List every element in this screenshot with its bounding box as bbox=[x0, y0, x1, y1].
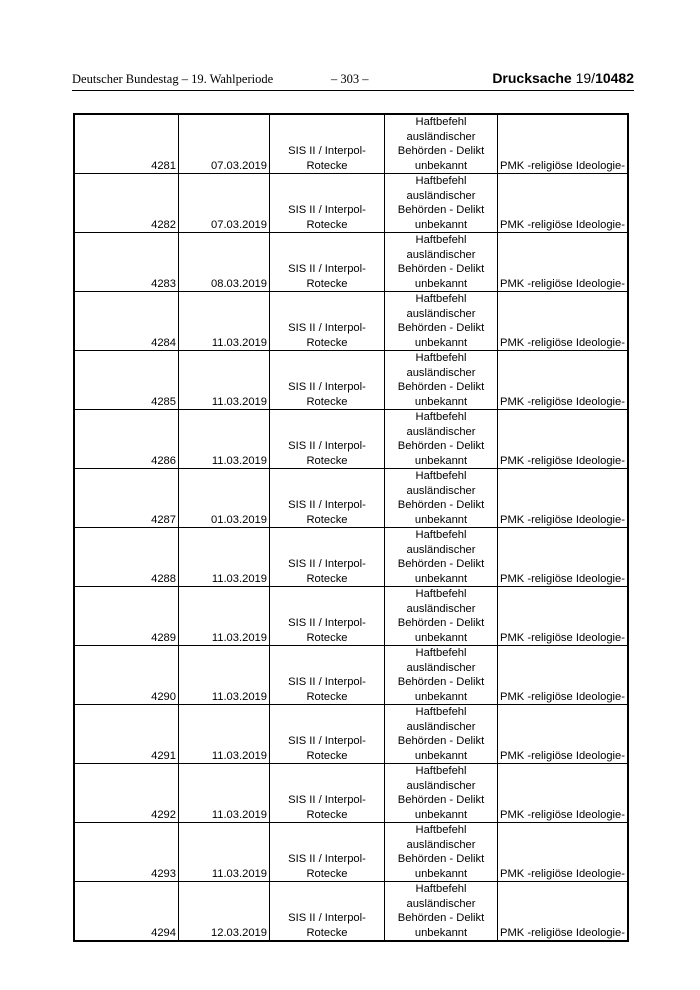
source-cell: SIS II / Interpol- Rotecke bbox=[270, 410, 385, 469]
category-cell: PMK -religiöse Ideologie- bbox=[498, 823, 629, 882]
reason-cell: Haftbefehl ausländischer Behörden - Delikt unbekannt bbox=[385, 114, 498, 174]
table-row bbox=[74, 174, 628, 233]
category-cell: PMK -religiöse Ideologie- bbox=[498, 351, 629, 410]
category-cell: PMK -religiöse Ideologie- bbox=[498, 587, 629, 646]
record-id-cell: 4290 bbox=[74, 646, 179, 705]
table-body bbox=[74, 114, 628, 941]
record-id-cell: 4289 bbox=[74, 587, 179, 646]
parliament-title: Deutscher Bundestag – 19. Wahlperiode bbox=[72, 72, 274, 86]
record-id-cell: 4294 bbox=[74, 882, 179, 942]
reason-cell: Haftbefehl ausländischer Behörden - Delikt unbekannt bbox=[385, 410, 498, 469]
reason-cell: Haftbefehl ausländischer Behörden - Delikt unbekannt bbox=[385, 587, 498, 646]
record-id-cell: 4293 bbox=[74, 823, 179, 882]
table-row bbox=[74, 469, 628, 528]
category-cell: PMK -religiöse Ideologie- bbox=[498, 233, 629, 292]
source-cell: SIS II / Interpol- Rotecke bbox=[270, 351, 385, 410]
reason-cell: Haftbefehl ausländischer Behörden - Delikt unbekannt bbox=[385, 764, 498, 823]
source-cell: SIS II / Interpol- Rotecke bbox=[270, 469, 385, 528]
document-number-period: 19/ bbox=[575, 70, 596, 86]
source-cell: SIS II / Interpol- Rotecke bbox=[270, 823, 385, 882]
record-id-cell: 4283 bbox=[74, 233, 179, 292]
date-cell: 11.03.2019 bbox=[179, 646, 270, 705]
date-cell: 01.03.2019 bbox=[179, 469, 270, 528]
reason-cell: Haftbefehl ausländischer Behörden - Delikt unbekannt bbox=[385, 174, 498, 233]
table-row bbox=[74, 528, 628, 587]
table-row bbox=[74, 823, 628, 882]
document-number bbox=[492, 70, 634, 86]
table-row bbox=[74, 646, 628, 705]
date-cell: 11.03.2019 bbox=[179, 351, 270, 410]
source-cell: SIS II / Interpol- Rotecke bbox=[270, 292, 385, 351]
date-cell: 11.03.2019 bbox=[179, 292, 270, 351]
reason-cell: Haftbefehl ausländischer Behörden - Delikt unbekannt bbox=[385, 823, 498, 882]
source-cell: SIS II / Interpol- Rotecke bbox=[270, 882, 385, 942]
category-cell: PMK -religiöse Ideologie- bbox=[498, 174, 629, 233]
reason-cell: Haftbefehl ausländischer Behörden - Delikt unbekannt bbox=[385, 292, 498, 351]
source-cell: SIS II / Interpol- Rotecke bbox=[270, 528, 385, 587]
table-row bbox=[74, 114, 628, 174]
document-number-id: 10482 bbox=[595, 70, 634, 86]
category-cell: PMK -religiöse Ideologie- bbox=[498, 705, 629, 764]
source-cell: SIS II / Interpol- Rotecke bbox=[270, 233, 385, 292]
category-cell: PMK -religiöse Ideologie- bbox=[498, 882, 629, 942]
table-row bbox=[74, 233, 628, 292]
page-header bbox=[72, 70, 634, 91]
table-row bbox=[74, 705, 628, 764]
record-id-cell: 4287 bbox=[74, 469, 179, 528]
source-cell: SIS II / Interpol- Rotecke bbox=[270, 174, 385, 233]
document-number-prefix: Drucksache bbox=[492, 70, 572, 86]
record-id-cell: 4288 bbox=[74, 528, 179, 587]
reason-cell: Haftbefehl ausländischer Behörden - Delikt unbekannt bbox=[385, 233, 498, 292]
date-cell: 11.03.2019 bbox=[179, 410, 270, 469]
date-cell: 11.03.2019 bbox=[179, 528, 270, 587]
table-row bbox=[74, 882, 628, 942]
reason-cell: Haftbefehl ausländischer Behörden - Delikt unbekannt bbox=[385, 469, 498, 528]
reason-cell: Haftbefehl ausländischer Behörden - Delikt unbekannt bbox=[385, 528, 498, 587]
category-cell: PMK -religiöse Ideologie- bbox=[498, 292, 629, 351]
record-id-cell: 4282 bbox=[74, 174, 179, 233]
date-cell: 12.03.2019 bbox=[179, 882, 270, 942]
reason-cell: Haftbefehl ausländischer Behörden - Delikt unbekannt bbox=[385, 351, 498, 410]
source-cell: SIS II / Interpol- Rotecke bbox=[270, 705, 385, 764]
source-cell: SIS II / Interpol- Rotecke bbox=[270, 587, 385, 646]
category-cell: PMK -religiöse Ideologie- bbox=[498, 646, 629, 705]
date-cell: 11.03.2019 bbox=[179, 587, 270, 646]
reason-cell: Haftbefehl ausländischer Behörden - Delikt unbekannt bbox=[385, 705, 498, 764]
reason-cell: Haftbefehl ausländischer Behörden - Delikt unbekannt bbox=[385, 646, 498, 705]
date-cell: 07.03.2019 bbox=[179, 114, 270, 174]
date-cell: 11.03.2019 bbox=[179, 705, 270, 764]
record-id-cell: 4291 bbox=[74, 705, 179, 764]
category-cell: PMK -religiöse Ideologie- bbox=[498, 528, 629, 587]
date-cell: 08.03.2019 bbox=[179, 233, 270, 292]
table-row bbox=[74, 351, 628, 410]
table-row bbox=[74, 587, 628, 646]
reason-cell: Haftbefehl ausländischer Behörden - Delikt unbekannt bbox=[385, 882, 498, 942]
record-id-cell: 4281 bbox=[74, 114, 179, 174]
category-cell: PMK -religiöse Ideologie- bbox=[498, 764, 629, 823]
date-cell: 07.03.2019 bbox=[179, 174, 270, 233]
record-id-cell: 4286 bbox=[74, 410, 179, 469]
date-cell: 11.03.2019 bbox=[179, 764, 270, 823]
category-cell: PMK -religiöse Ideologie- bbox=[498, 469, 629, 528]
source-cell: SIS II / Interpol- Rotecke bbox=[270, 114, 385, 174]
record-id-cell: 4284 bbox=[74, 292, 179, 351]
source-cell: SIS II / Interpol- Rotecke bbox=[270, 646, 385, 705]
table-row bbox=[74, 764, 628, 823]
record-id-cell: 4285 bbox=[74, 351, 179, 410]
category-cell: PMK -religiöse Ideologie- bbox=[498, 114, 629, 174]
source-cell: SIS II / Interpol- Rotecke bbox=[270, 764, 385, 823]
table-row bbox=[74, 292, 628, 351]
category-cell: PMK -religiöse Ideologie- bbox=[498, 410, 629, 469]
page-number: – 303 – bbox=[331, 72, 369, 86]
table-row bbox=[74, 410, 628, 469]
record-id-cell: 4292 bbox=[74, 764, 179, 823]
date-cell: 11.03.2019 bbox=[179, 823, 270, 882]
data-table bbox=[73, 113, 629, 942]
